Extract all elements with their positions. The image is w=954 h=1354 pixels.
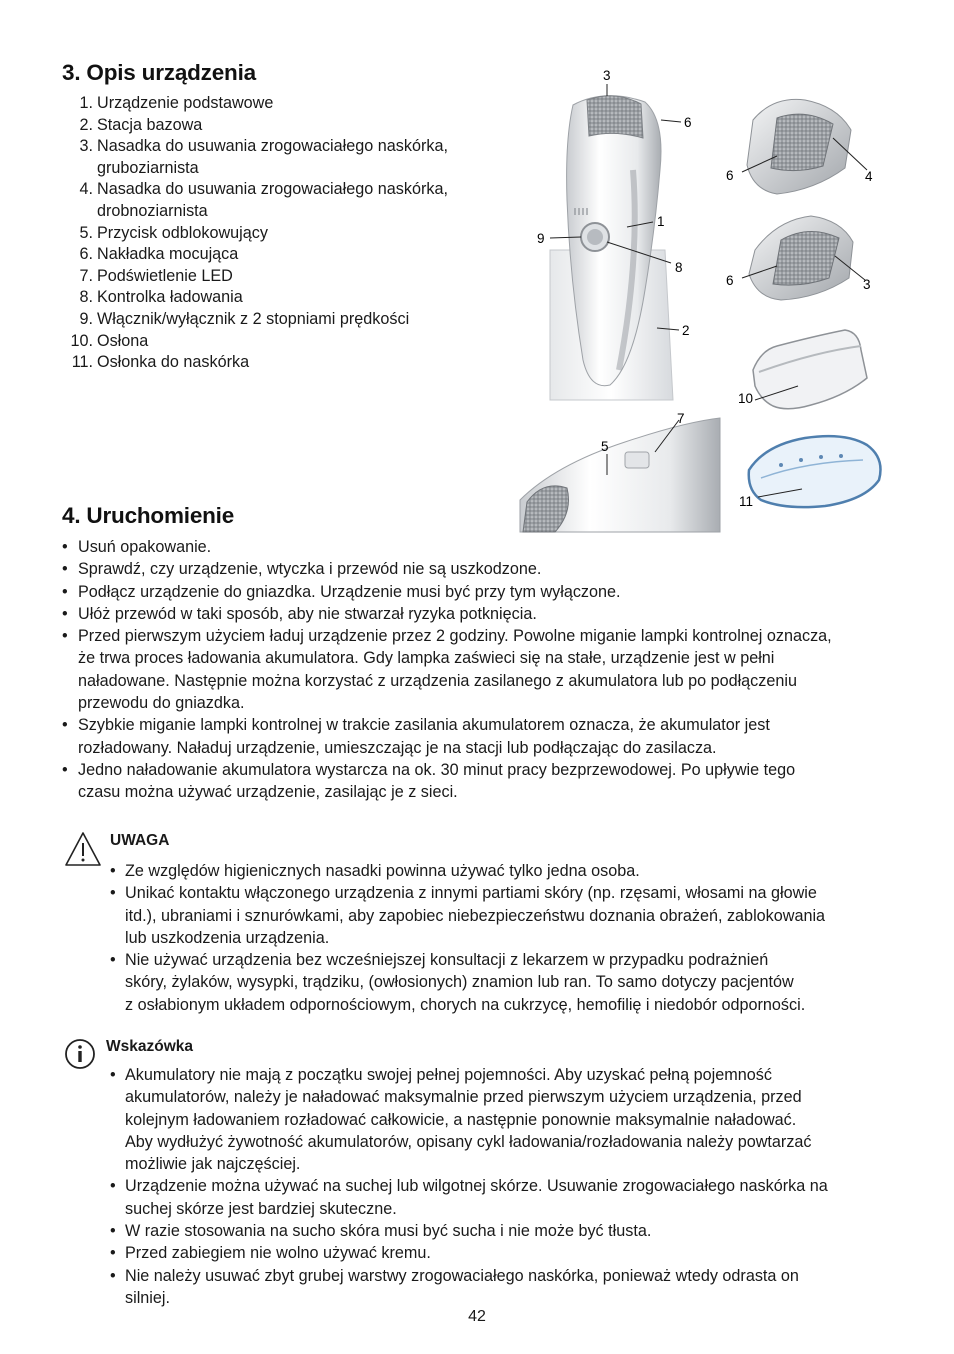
part-label: Nakładka mocująca xyxy=(97,245,239,264)
bullet-line: • W razie stosowania na sucho skóra musi być sucha i nie może być tłusta. xyxy=(125,1222,652,1241)
bullet-line: • Usuń opakowanie. xyxy=(78,538,212,556)
bullet-line: kolejnym ładowaniem rozładować całkowicie, a następnie ponownie maksymalnie naładować. xyxy=(125,1110,797,1129)
figure-label-8: 8 xyxy=(675,260,683,275)
part-item xyxy=(62,331,532,353)
bullet-item xyxy=(62,603,902,625)
bullet-line: • Szybkie miganie lampki kontrolnej w trakcie zasilania akumulatorem oznacza, że akumulator jest xyxy=(78,716,770,735)
figure-label-3b: 3 xyxy=(863,277,871,292)
section3-title: 3. Opis urządzenia xyxy=(62,60,256,85)
part-number: 10. xyxy=(70,331,93,350)
bullet-line: • Nie używać urządzenia bez wcześniejszej konsultacji z lekarzem w przypadku podrażnień xyxy=(125,951,769,970)
device-figure xyxy=(515,60,895,535)
figure-label-3: 3 xyxy=(603,68,611,83)
part-item xyxy=(62,201,532,223)
part-number: 9. xyxy=(79,309,93,328)
section4-bullets xyxy=(62,536,902,804)
part-number: 5. xyxy=(79,223,93,242)
part-item xyxy=(62,158,532,180)
part-label: Nasadka do usuwania zrogowaciałego naskórka, xyxy=(97,137,448,156)
figure-label-6: 6 xyxy=(684,115,692,130)
bullet-line: • Akumulatory nie mają z początku swojej pełnej pojemności. Aby uzyskać pełną pojemność xyxy=(125,1066,772,1084)
bullet-item xyxy=(62,759,902,804)
part-item xyxy=(62,93,532,115)
bullet-line: akumulatorów, należy je naładować maksymalnie przed pierwszym użyciem urządzenia, przed xyxy=(125,1088,802,1107)
figure-label-1: 1 xyxy=(657,214,665,229)
bullet-line: • Sprawdź, czy urządzenie, wtyczka i przewód nie są uszkodzone. xyxy=(78,560,542,579)
bullet-line: przewodu do gniazdka. xyxy=(78,694,245,713)
bullet-line: że trwa proces ładowania akumulatora. Gdy lampka zaświeci się na stałe, urządzenie jest w pełni xyxy=(78,649,775,668)
bullet-line: • Przed pierwszym użyciem ładuj urządzenie przez 2 godziny. Powolne miganie lampki kontrolnej oznacza, xyxy=(78,627,832,646)
figure-label-9: 9 xyxy=(537,231,545,246)
part-item xyxy=(62,223,532,245)
page-number: 42 xyxy=(468,1308,486,1325)
part-number: 3. xyxy=(79,137,93,156)
part-number xyxy=(62,201,93,223)
part-label: Osłona xyxy=(97,331,149,350)
bullet-item xyxy=(110,1242,900,1264)
figure-label-10: 10 xyxy=(738,391,754,406)
part-number: 2. xyxy=(79,115,93,134)
part-number xyxy=(62,158,93,180)
bullet-item xyxy=(110,949,900,1016)
tip-bullets xyxy=(110,1064,900,1309)
part-label: Nasadka do usuwania zrogowaciałego naskórka, xyxy=(97,180,448,199)
part-item xyxy=(62,115,532,137)
bullet-item xyxy=(62,558,902,580)
part-item xyxy=(62,179,532,201)
part-number: 1. xyxy=(79,94,93,112)
part-number: 6. xyxy=(79,245,93,264)
bullet-item xyxy=(62,625,902,714)
part-number: 8. xyxy=(79,288,93,307)
part-label: gruboziarnista xyxy=(97,158,199,177)
bullet-line: • Przed zabiegiem nie wolno używać kremu. xyxy=(125,1244,431,1263)
bullet-line: lub uszkodzenia urządzenia. xyxy=(125,928,330,947)
parts-list xyxy=(62,93,532,374)
bullet-line: • Nie należy usuwać zbyt grubej warstwy zrogowaciałego naskórka, ponieważ wtedy odrasta on xyxy=(125,1266,799,1285)
bullet-line: silniej. xyxy=(125,1288,170,1307)
warning-triangle-icon xyxy=(64,830,102,868)
figure-label-7: 7 xyxy=(677,411,685,426)
part-label: Urządzenie podstawowe xyxy=(97,94,274,112)
part-number: 4. xyxy=(79,180,93,199)
part-label: Kontrolka ładowania xyxy=(97,288,243,307)
bullet-line: • Ułóż przewód w taki sposób, aby nie stwarzał ryzyka potknięcia. xyxy=(78,604,537,623)
bullet-item xyxy=(110,882,900,949)
part-number: 7. xyxy=(79,266,93,285)
bullet-item xyxy=(110,1064,900,1175)
bullet-line: • Jedno naładowanie akumulatora wystarcza na ok. 30 minut pracy bezprzewodowej. Po upływie tego xyxy=(78,760,796,779)
part-item xyxy=(62,244,532,266)
part-label: drobnoziarnista xyxy=(97,201,208,220)
bullet-item xyxy=(110,1265,900,1310)
bullet-line: rozładowany. Naładuj urządzenie, umieszczając je na stacji lub podłączając do zasilacza. xyxy=(78,738,717,757)
part-label: Stacja bazowa xyxy=(97,115,203,134)
info-circle-icon xyxy=(64,1038,96,1070)
bullet-line: • Podłącz urządzenie do gniazdka. Urządzenie musi być przy tym wyłączone. xyxy=(78,582,621,601)
figure-label-6b: 6 xyxy=(726,168,734,183)
bullet-item xyxy=(62,536,902,558)
bullet-line: Aby wydłużyć żywotność akumulatorów, opisany cykl ładowania/rozładowania należy powtarzać xyxy=(125,1132,812,1151)
part-number: 11. xyxy=(71,353,93,372)
figure-label-5: 5 xyxy=(601,439,609,454)
figure-label-11: 11 xyxy=(739,494,754,509)
bullet-item xyxy=(62,714,902,759)
part-item xyxy=(62,287,532,309)
part-label: Przycisk odblokowujący xyxy=(97,223,268,242)
part-item xyxy=(62,136,532,158)
bullet-line: naładowane. Następnie można korzystać z urządzenia zasilanego z akumulatora lub po podłączeniu xyxy=(78,671,797,690)
part-item xyxy=(62,309,532,331)
bullet-line: skóry, żylaków, wysypki, trądziku, (owłosionych) znamion lub ran. To samo dotyczy pacjentów xyxy=(125,973,794,992)
bullet-line: możliwie jak najczęściej. xyxy=(125,1155,301,1174)
bullet-line: • Unikać kontaktu włączonego urządzenia z innymi partiami skóry (np. rzęsami, włosami na głowie xyxy=(125,884,817,903)
bullet-line: z osłabionym układem odpornościowym, chorych na cukrzycę, hemofilię i niedobór odporności. xyxy=(125,995,806,1014)
bullet-item xyxy=(110,1220,900,1242)
bullet-item xyxy=(62,581,902,603)
bullet-item xyxy=(110,860,900,882)
part-label: Włącznik/wyłącznik z 2 stopniami prędkości xyxy=(97,309,410,328)
figure-label-6c: 6 xyxy=(726,273,734,288)
bullet-line: czasu można używać urządzenie, zasilając je z sieci. xyxy=(78,783,458,802)
part-label: Osłonka do naskórka xyxy=(97,353,250,372)
bullet-line: • Ze względów higienicznych nasadki powinna używać tylko jedna osoba. xyxy=(125,862,640,880)
bullet-line: • Urządzenie można używać na suchej lub wilgotnej skórze. Usuwanie zrogowaciałego naskórka na xyxy=(125,1177,828,1196)
warning-bullets xyxy=(110,860,900,1016)
tip-title: Wskazówka xyxy=(106,1038,194,1055)
figure-label-2: 2 xyxy=(682,323,690,338)
figure-label-4: 4 xyxy=(865,169,873,184)
bullet-line: suchej skórze jest bardziej skuteczne. xyxy=(125,1199,397,1218)
bullet-line: itd.), ubraniami i sznurówkami, aby zapobiec niebezpieczeństwu doznania obrażeń, zablokowania xyxy=(125,906,826,925)
bullet-item xyxy=(110,1175,900,1220)
part-item xyxy=(62,266,532,288)
part-label: Podświetlenie LED xyxy=(97,266,233,285)
section4-title: 4. Uruchomienie xyxy=(62,503,235,528)
warning-title: UWAGA xyxy=(110,832,170,849)
part-item xyxy=(62,352,532,374)
